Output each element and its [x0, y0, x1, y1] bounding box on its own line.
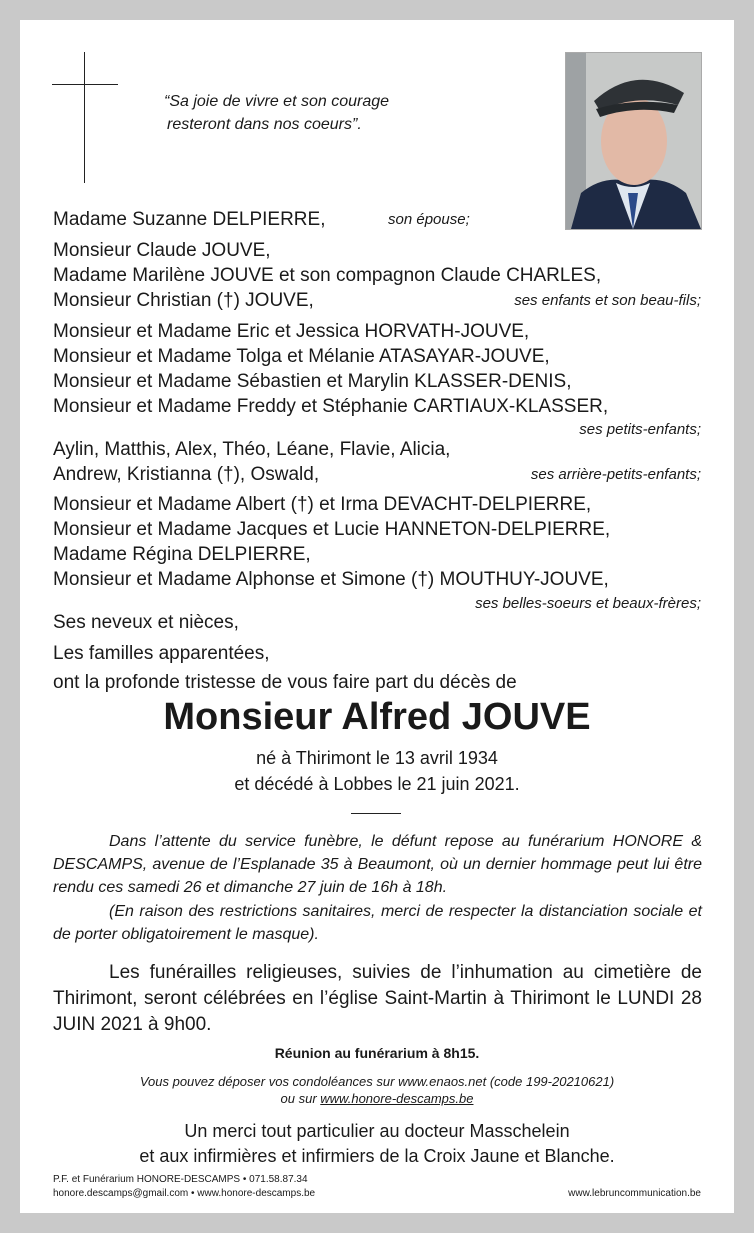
condolences-link[interactable]: www.honore-descamps.be: [320, 1091, 474, 1106]
family-role: ses belles-soeurs et beaux-frères;: [475, 595, 701, 612]
thanks-line: et aux infirmières et infirmiers de la Croix Jaune et Blanche.: [139, 1146, 615, 1166]
family-line: Madame Marilène JOUVE et son compagnon Claude CHARLES,: [53, 265, 602, 286]
birth-line: né à Thirimont le 13 avril 1934: [256, 748, 498, 768]
footer-right: www.lebruncommunication.be: [568, 1188, 701, 1199]
quote-line: resteront dans nos coeurs”.: [167, 116, 362, 133]
condolences-line: [20, 1090, 734, 1107]
footer-line: P.F. et Funérarium HONORE-DESCAMPS • 071.58.87.34: [53, 1174, 308, 1185]
family-line: Monsieur et Madame Alphonse et Simone (†) MOUTHUY-JOUVE,: [53, 569, 609, 590]
family-line: Monsieur Claude JOUVE,: [53, 240, 271, 261]
funerarium-text: Dans l’attente du service funèbre, le défunt repose au funérarium HONORE & DESCAMPS, avenue de l’Esplanade 35 à Beaumont, où un dernier hommage peut lui être rendu ces samedi 26 et dimanche 27 juin de 16h à 18h.: [53, 833, 702, 896]
separator: [351, 813, 401, 814]
footer-line: honore.descamps@gmail.com • www.honore-descamps.be: [53, 1188, 316, 1199]
portrait-photo: [565, 52, 702, 230]
condolences-line: Vous pouvez déposer vos condoléances sur www.enaos.net (code 199-20210621): [139, 1074, 615, 1089]
family-line: Aylin, Matthis, Alex, Théo, Léane, Flavie, Alicia,: [53, 439, 451, 460]
obituary-card: [20, 20, 734, 1213]
sanitary-text: (En raison des restrictions sanitaires, merci de respecter la distanciation sociale et de porter obligatoirement le masque).: [53, 903, 702, 943]
portrait-image: [566, 53, 701, 229]
deceased-name: Monsieur Alfred JOUVE: [163, 696, 591, 738]
cross-icon: [84, 52, 85, 183]
family-line: Ses neveux et nièces,: [53, 612, 239, 633]
family-line: Madame Suzanne DELPIERRE, son épouse;: [53, 209, 470, 230]
quote: [164, 90, 389, 136]
family-role: ses petits-enfants;: [579, 421, 701, 438]
family-line: ont la profonde tristesse de vous faire part du décès de: [53, 672, 517, 693]
condolences: [20, 1073, 734, 1107]
thanks-line: Un merci tout particulier au docteur Masschelein: [184, 1121, 570, 1141]
family-line: Andrew, Kristianna (†), Oswald, ses arrière-petits-enfants;: [53, 464, 701, 485]
family-line: Monsieur et Madame Sébastien et Marylin KLASSER-DENIS,: [53, 371, 572, 392]
family-line: Les familles apparentées,: [53, 643, 270, 664]
death-line: et décédé à Lobbes le 21 juin 2021.: [234, 774, 520, 794]
family-role: ses arrière-petits-enfants;: [530, 466, 701, 483]
family-line: Monsieur et Madame Freddy et Stéphanie CARTIAUX-KLASSER,: [53, 396, 609, 417]
quote-line: “Sa joie de vivre et son courage: [164, 93, 390, 110]
thanks: [20, 1119, 734, 1169]
family-role: ses enfants et son beau-fils;: [514, 292, 701, 309]
family-line: Monsieur Christian (†) JOUVE, ses enfants et son beau-fils;: [53, 290, 701, 311]
family-line: Madame Régina DELPIERRE,: [53, 544, 311, 565]
family-role: son épouse;: [388, 211, 470, 228]
family-line: Monsieur et Madame Albert (†) et Irma DEVACHT-DELPIERRE,: [53, 494, 592, 515]
footer-left: [53, 1173, 315, 1201]
family-line: Monsieur et Madame Jacques et Lucie HANNETON-DELPIERRE,: [53, 519, 611, 540]
family-line: Monsieur et Madame Tolga et Mélanie ATASAYAR-JOUVE,: [53, 346, 550, 367]
meeting-note: Réunion au funérarium à 8h15.: [274, 1045, 480, 1061]
condolences-prefix: ou sur: [280, 1091, 317, 1106]
funeral-text: Les funérailles religieuses, suivies de l’inhumation au cimetière de Thirimont, seront célébrées en l’église Saint-Martin à Thirimont le LUNDI 28 JUIN 2021 à 9h00.: [53, 962, 702, 1035]
family-line: Monsieur et Madame Eric et Jessica HORVATH-JOUVE,: [53, 321, 530, 342]
cross-icon-bar: [52, 84, 118, 85]
